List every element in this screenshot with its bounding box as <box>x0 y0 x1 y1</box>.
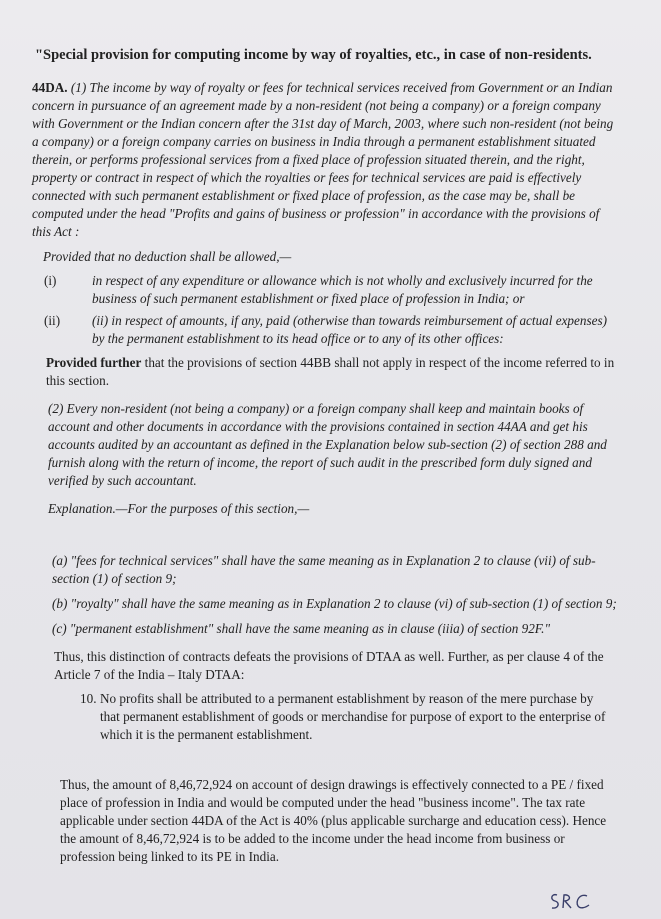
proviso: Provided that no deduction shall be allowed,— <box>43 249 292 264</box>
explanation-item-c: (c) "permanent establishment" shall have the same meaning as in clause (iiia) of section 92F." <box>52 621 550 636</box>
section-heading: "Special provision for computing income by way of royalties, etc., in case of non-residents. <box>35 47 592 63</box>
section-number: 44DA. <box>32 80 68 95</box>
sub-section-2: (2) Every non-resident (not being a company) or a foreign company shall keep and maintain books of account and other documents in accordance with the provisions contained in section 44AA and get his accounts audited by an accountant as defined in the Explanation below sub-section (2) of section 288 and furnish along with the return of income, the report of such audit in the prescribed form duly signed and verified by such accountant. <box>48 401 607 488</box>
section-44da-paragraph <box>32 79 621 241</box>
clause-text: in respect of any expenditure or allowance which is not wholly and exclusively incurred for the business of such permanent establishment or fixed place of profession in India; or <box>92 273 593 306</box>
clause-i <box>44 272 621 308</box>
explanation-intro: Explanation.—For the purposes of this section,— <box>48 501 310 516</box>
dtaa-paragraph: Thus, this distinction of contracts defeats the provisions of DTAA as well. Further, as per clause 4 of the Article 7 of the India – Italy DTAA: <box>54 649 604 682</box>
clause-label: (ii) <box>44 313 61 328</box>
quote-text: No profits shall be attributed to a permanent establishment by reason of the mere purchase by that permanent establishment of goods or merchandise for purpose of export to the enterprise of which it is the permanent establishment. <box>100 691 606 742</box>
explanation-item-a: (a) "fees for technical services" shall have the same meaning as in Explanation 2 to clause (vii) of sub-section (1) of section 9; <box>52 553 596 586</box>
conclusion-paragraph: Thus, the amount of 8,46,72,924 on account of design drawings is effectively connected to a PE / fixed place of profession in India and would be computed under the head "business income". The tax rate applicable under section 44DA of the Act is 40% (plus applicable surcharge and education cess). Hence the amount of 8,46,72,924 is to be added to the income under the head income from business or profession being linked to its PE in India. <box>60 777 607 864</box>
section-text: (1) The income by way of royalty or fees for technical services received from Government or an Indian concern in pursuance of an agreement made by a non-resident (not being a company) or a foreign company with Government or the Indian concern after the 31st day of March, 2003, where such non-resident (not being a company) or a foreign company carries on business in India through a permanent establishment situated therein, or performs professional services from a fixed place of profession situated therein, and the right, property or contract in respect of which the royalties or fees for technical services are paid is effectively connected with such permanent establishment or fixed place of profession, as the case may be, shall be computed under the head "Profits and gains of business or profession" in accordance with the provisions of this Act : <box>32 80 614 239</box>
provided-further-paragraph <box>46 354 621 390</box>
quote-number: 10. <box>80 691 97 706</box>
provided-further-text: that the provisions of section 44BB shall not apply in respect of the income referred to in this section. <box>46 355 615 388</box>
signature-initials <box>547 889 593 913</box>
clause-label: (i) <box>44 273 57 288</box>
clause-ii <box>44 312 621 348</box>
provided-further-bold: Provided further <box>46 355 142 370</box>
clause-text: (ii) in respect of amounts, if any, paid (otherwise than towards reimbursement of actual expenses) by the permanent establishment to its head office or to any of its other offices: <box>92 313 607 346</box>
explanation-item-b: (b) "royalty" shall have the same meaning as in Explanation 2 to clause (vi) of sub-section (1) of section 9; <box>52 596 617 611</box>
dtaa-quote <box>80 690 611 744</box>
